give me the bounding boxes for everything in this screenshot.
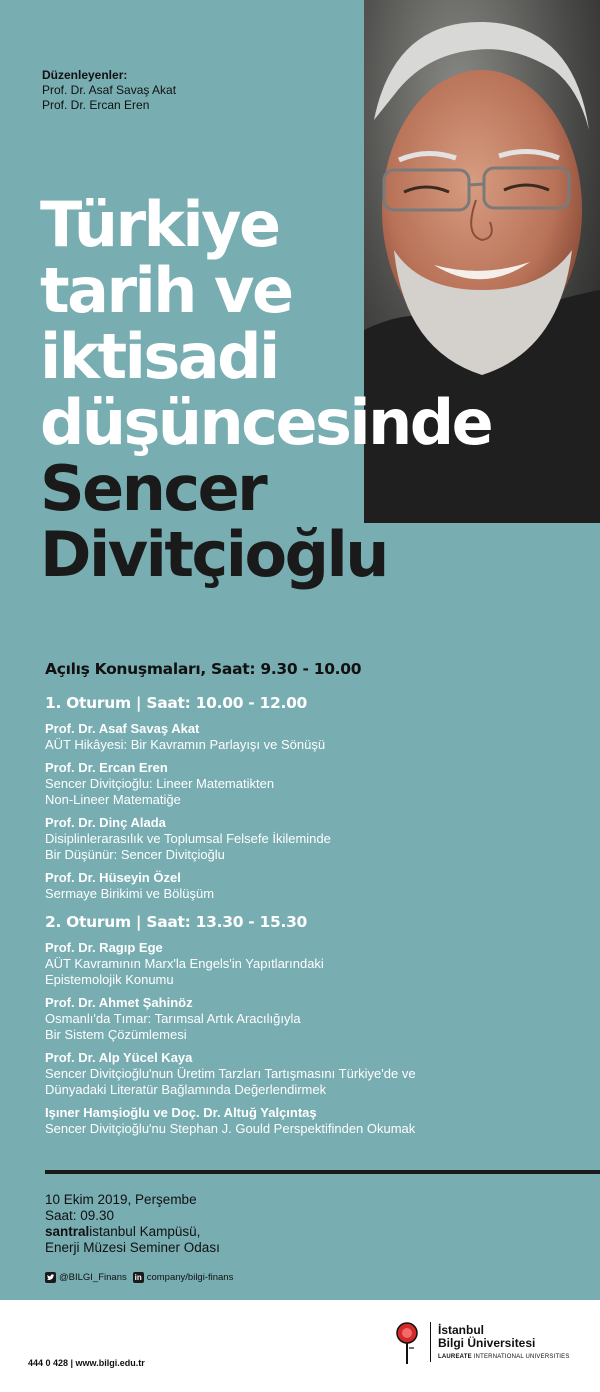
twitter-handle: @BILGI_Finans: [59, 1272, 127, 1283]
talk-speaker: Prof. Dr. Asaf Savaş Akat: [45, 721, 200, 736]
talk-item: [45, 870, 575, 902]
talk-item: [45, 1050, 575, 1098]
twitter-link[interactable]: [45, 1272, 127, 1283]
headline-line: Türkiye: [40, 188, 279, 261]
headline-name-line: Sencer: [40, 452, 266, 525]
laureate-rest: INTERNATIONAL UNIVERSITIES: [471, 1354, 570, 1360]
talk-title: AÜT Hikâyesi: Bir Kavramın Parlayışı ve Sönüşü: [45, 737, 326, 752]
talk-item: [45, 995, 575, 1043]
opening-speeches: Açılış Konuşmaları, Saat: 9.30 - 10.00: [45, 660, 362, 678]
talk-title: Disiplinlerarasılık ve Toplumsal Felsefe İkileminde Bir Düşünür: Sencer Divitçioğlu: [45, 831, 331, 862]
footer: [0, 1300, 600, 1392]
talk-item: [45, 721, 575, 753]
headline-name-line: Divitçioğlu: [40, 518, 387, 591]
talk-title: Sermaye Birikimi ve Bölüşüm: [45, 886, 215, 901]
venue-rest: istanbul Kampüsü,: [89, 1224, 201, 1239]
talk-speaker: Işıner Hamşioğlu ve Doç. Dr. Altuğ Yalçıntaş: [45, 1105, 317, 1120]
event-venue: [45, 1224, 220, 1240]
talk-speaker: Prof. Dr. Dinç Alada: [45, 815, 166, 830]
social-links: [45, 1272, 233, 1283]
program: [45, 660, 575, 1144]
talk-title: Sencer Divitçioğlu'nun Üretim Tarzları Tartışmasını Türkiye'de ve Dünyadaki Literatür Bağlamında Değerlendirmek: [45, 1066, 416, 1097]
laureate-bold: LAUREATE: [438, 1354, 472, 1360]
laureate-line: [438, 1354, 570, 1360]
talk-speaker: Prof. Dr. Ragıp Ege: [45, 940, 163, 955]
organizer-name: Prof. Dr. Ercan Eren: [42, 98, 150, 112]
organizers-block: [42, 68, 176, 113]
talk-speaker: Prof. Dr. Hüseyin Özel: [45, 870, 181, 885]
headline-line: iktisadi: [40, 320, 278, 393]
headline: [40, 188, 492, 591]
talk-title: Sencer Divitçioğlu'nu Stephan J. Gould Perspektifinden Okumak: [45, 1121, 416, 1136]
talk-title: Osmanlı'da Tımar: Tarımsal Artık Aracılığıyla Bir Sistem Çözümlemesi: [45, 1011, 301, 1042]
bilgi-logo-mark: [396, 1320, 422, 1366]
event-info: [45, 1192, 220, 1256]
linkedin-icon: in: [134, 1273, 142, 1282]
event-room: Enerji Müzesi Seminer Odası: [45, 1240, 220, 1255]
talk-speaker: Prof. Dr. Ahmet Şahinöz: [45, 995, 193, 1010]
linkedin-handle: company/bilgi-finans: [146, 1272, 234, 1283]
logo-line-2: Bilgi Üniversitesi: [438, 1336, 536, 1350]
twitter-icon: [45, 1272, 56, 1283]
organizers-title: Düzenleyenler:: [42, 68, 128, 82]
talk-item: [45, 815, 575, 863]
talk-title: AÜT Kavramının Marx'la Engels'in Yapıtlarındaki Epistemolojik Konumu: [45, 956, 324, 987]
organizer-name: Prof. Dr. Asaf Savaş Akat: [42, 83, 177, 97]
talk-item: [45, 1105, 575, 1137]
university-logo: [396, 1320, 586, 1372]
footer-contact: 444 0 428 | www.bilgi.edu.tr: [28, 1358, 145, 1368]
logo-line-1: İstanbul: [438, 1323, 485, 1337]
headline-line: tarih ve: [40, 254, 292, 327]
venue-bold: santral: [45, 1224, 90, 1239]
talk-item: [45, 760, 575, 808]
linkedin-link[interactable]: [133, 1272, 234, 1283]
section-divider: [45, 1170, 600, 1174]
logo-divider: [430, 1322, 431, 1362]
event-date: 10 Ekim 2019, Perşembe: [45, 1192, 197, 1207]
session-title: 2. Oturum | Saat: 13.30 - 15.30: [45, 913, 308, 931]
talk-title: Sencer Divitçioğlu: Lineer Matematikten Non-Lineer Matematiğe: [45, 776, 275, 807]
talk-item: [45, 940, 575, 988]
event-time: Saat: 09.30: [45, 1208, 115, 1223]
session-title: 1. Oturum | Saat: 10.00 - 12.00: [45, 694, 308, 712]
talk-speaker: Prof. Dr. Alp Yücel Kaya: [45, 1050, 193, 1065]
headline-line: düşüncesinde: [40, 386, 492, 459]
talk-speaker: Prof. Dr. Ercan Eren: [45, 760, 168, 775]
